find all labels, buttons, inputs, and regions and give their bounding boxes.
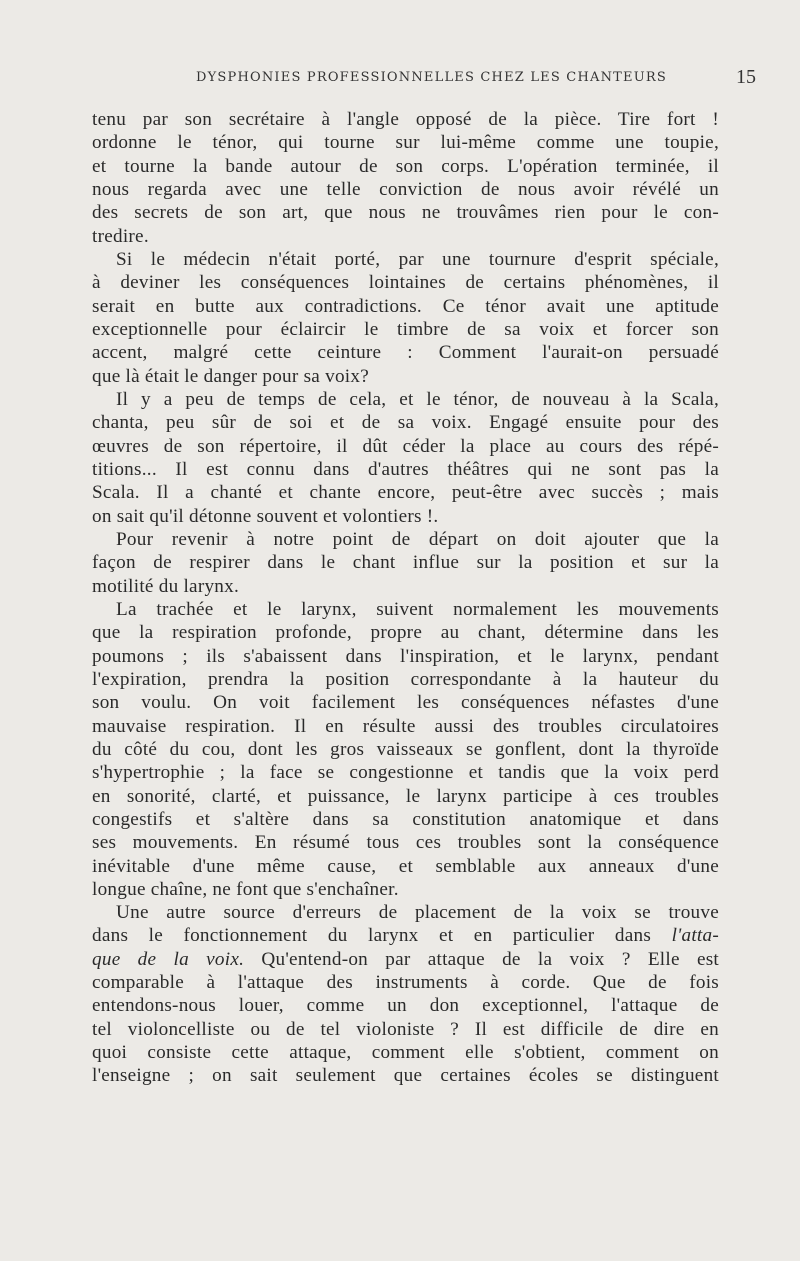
text-line: s'hypertrophie ; la face se congestionne et tandis que la voix perd — [92, 762, 719, 784]
text-line: ordonne le ténor, qui tourne sur lui-même comme une toupie, — [92, 132, 719, 154]
text-line: tenu par son secrétaire à l'angle opposé de la pièce. Tire fort ! — [92, 109, 719, 130]
text-line: l'expiration, prendra la position correspondante à la hauteur du — [92, 668, 719, 690]
text-line: façon de respirer dans le chant influe sur la position et sur la — [92, 552, 719, 574]
page-number: 15 — [736, 66, 756, 88]
text-line: Une autre source d'erreurs de placement de la voix se trouve — [116, 902, 719, 924]
text-line: Il y a peu de temps de cela, et le ténor, de nouveau à la Scala, — [116, 388, 719, 410]
text-line: tel violoncelliste ou de tel violoniste ? Il est difficile de dire en — [92, 1018, 719, 1040]
text-line: poumons ; ils s'abaissent dans l'inspiration, et le larynx, pendant — [92, 645, 719, 667]
text-line: mauvaise respiration. Il en résulte aussi des troubles circulatoires — [92, 715, 719, 737]
text-line: La trachée et le larynx, suivent normalement les mouvements — [116, 598, 719, 620]
text-line — [92, 948, 719, 971]
text-line: tredire. — [92, 225, 149, 247]
text-line: titions... Il est connu dans d'autres théâtres qui ne sont pas la — [92, 458, 719, 480]
text-line: l'enseigne ; on sait seulement que certaines écoles se distinguent — [92, 1065, 719, 1087]
text-line: nous regarda avec une telle conviction de nous avoir révélé un — [92, 178, 719, 200]
text-line: entendons-nous louer, comme un don exceptionnel, l'attaque de — [92, 995, 719, 1017]
text-line: serait en butte aux contradictions. Ce ténor avait une aptitude — [92, 295, 719, 317]
text-line: ses mouvements. En résumé tous ces troubles sont la conséquence — [92, 832, 719, 854]
text-line: en sonorité, clarté, et puissance, le larynx participe à ces troubles — [92, 785, 719, 807]
text-fragment: dans le fonctionnement du larynx et en particulier dans — [92, 925, 672, 947]
page-header — [196, 66, 756, 94]
text-line: Pour revenir à notre point de départ on doit ajouter que la — [116, 528, 719, 550]
text-line: que là était le danger pour sa voix? — [92, 365, 369, 387]
text-line: congestifs et s'altère dans sa constitution anatomique et dans — [92, 808, 719, 830]
text-line: œuvres de son répertoire, il dût céder la place au cours des répé- — [92, 435, 719, 457]
text-line: Si le médecin n'était porté, par une tournure d'esprit spéciale, — [116, 248, 719, 270]
text-line: Scala. Il a chanté et chante encore, peut-être avec succès ; mais — [92, 482, 719, 504]
text-line: motilité du larynx. — [92, 575, 240, 597]
text-line — [92, 924, 719, 947]
text-line: que la respiration profonde, propre au chant, détermine dans les — [92, 622, 719, 644]
italic-term: que de la voix. — [92, 948, 245, 970]
italic-term: l'atta- — [671, 925, 719, 947]
text-line: du côté du cou, dont les gros vaisseaux se gonflent, dont la thyroïde — [92, 738, 719, 760]
text-fragment: Qu'entend-on par attaque de la voix ? Elle est — [244, 948, 720, 970]
text-line: chanta, peu sûr de soi et de sa voix. Engagé ensuite pour des — [92, 412, 719, 434]
text-line: des secrets de son art, que nous ne trouvâmes rien pour le con- — [92, 202, 719, 224]
text-line: quoi consiste cette attaque, comment elle s'obtient, comment on — [92, 1042, 719, 1064]
text-line: longue chaîne, ne font que s'enchaîner. — [92, 878, 399, 900]
text-line: son voulu. On voit facilement les conséquences néfastes d'une — [92, 692, 719, 714]
body-text — [92, 108, 719, 1088]
text-line: exceptionnelle pour éclaircir le timbre de sa voix et forcer son — [92, 318, 719, 340]
text-line: et tourne la bande autour de son corps. L'opération terminée, il — [92, 155, 719, 177]
text-line: inévitable d'une même cause, et semblable aux anneaux d'une — [92, 855, 719, 877]
text-line: on sait qu'il détonne souvent et volontiers !. — [92, 505, 439, 527]
text-line: accent, malgré cette ceinture : Comment l'aurait-on persuadé — [92, 342, 719, 364]
text-line: comparable à l'attaque des instruments à corde. Que de fois — [92, 972, 719, 994]
running-head: DYSPHONIES PROFESSIONNELLES CHEZ LES CHANTEURS — [196, 70, 667, 85]
text-line: à deviner les conséquences lointaines de certains phénomènes, il — [92, 272, 719, 294]
